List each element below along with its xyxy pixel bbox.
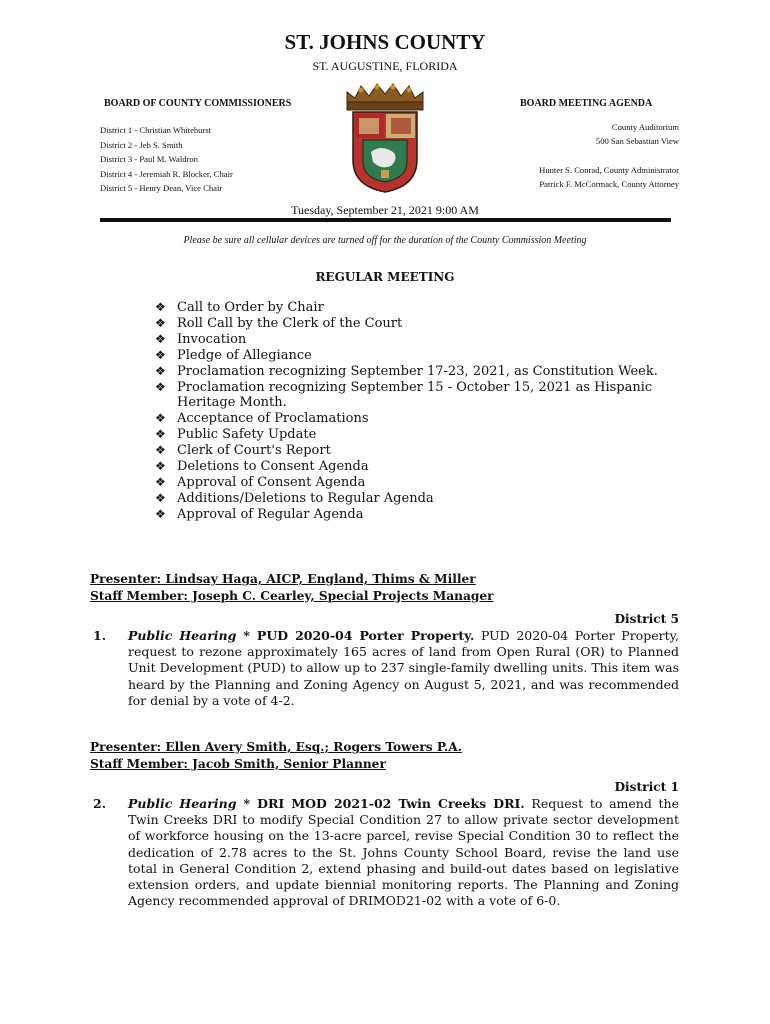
venue-name: County Auditorium xyxy=(611,122,679,132)
venue-info xyxy=(596,120,679,149)
presenter-line: Presenter: Lindsay Haga, AICP, England, Thims & Miller xyxy=(90,572,476,586)
diamond-bullet-icon: ❖ xyxy=(155,315,166,330)
staff-member-line: Staff Member: Joseph C. Cearley, Special Projects Manager xyxy=(90,588,494,603)
item-1-district: District 5 xyxy=(614,612,679,626)
list-item: ❖ Proclamation recognizing September 17-23, 2021, as Constitution Week. xyxy=(155,363,658,379)
cellular-notice: Please be sure all cellular devices are turned off for the duration of the County Commission Meeting xyxy=(183,235,587,246)
list-item: ❖ Deletions to Consent Agenda xyxy=(155,459,369,475)
item-title: * PUD 2020-04 Porter Property. xyxy=(236,628,475,643)
public-hearing-label: Public Hearing xyxy=(128,628,237,643)
county-title: ST. JOHNS COUNTY xyxy=(284,30,486,54)
list-item: ❖ Approval of Consent Agenda xyxy=(155,474,366,490)
board-commissioners-heading: BOARD OF COUNTY COMMISSIONERS xyxy=(104,98,292,109)
county-location: ST. AUGUSTINE, FLORIDA xyxy=(312,59,458,73)
official-line: Hunter S. Conrad, County Administrator xyxy=(539,165,679,175)
item-title: * DRI MOD 2021-02 Twin Creeks DRI. xyxy=(236,796,525,811)
diamond-bullet-icon: ❖ xyxy=(155,506,166,521)
list-item: ❖ Pledge of Allegiance xyxy=(155,347,312,363)
list-item: ❖ Invocation xyxy=(155,331,247,347)
district-line: District 1 - Christian Whitehurst xyxy=(100,125,212,135)
list-item: ❖ Public Safety Update xyxy=(155,427,317,443)
item-body: PUD 2020-04 Porter Property, request to rezone approximately 165 acres of land from Open Rural (OR) to Planned Unit Development (PUD) to allow up to 237 single-family dwelling units. This item was heard by the Planning and Zoning Agency on August 5, 2021, and was recommended for denial by a vote of 4-2. xyxy=(128,628,679,708)
district-line: District 3 - Paul M. Waldron xyxy=(100,154,198,165)
item-1-number: 1. xyxy=(93,628,107,643)
diamond-bullet-icon: ❖ xyxy=(155,331,166,346)
list-item: ❖ Additions/Deletions to Regular Agenda xyxy=(155,490,434,506)
staff-member-line: Staff Member: Jacob Smith, Senior Planner xyxy=(90,756,386,771)
diamond-bullet-icon: ❖ xyxy=(155,411,166,426)
presenter-line: Presenter: Ellen Avery Smith, Esq.; Rogers Towers P.A. xyxy=(90,740,462,754)
venue-address: 500 San Sebastian View xyxy=(595,136,679,147)
agenda-bullet-list xyxy=(155,300,685,523)
list-item: ❖ Roll Call by the Clerk of the Court xyxy=(155,315,403,331)
item-2-district: District 1 xyxy=(614,780,679,794)
public-hearing-label: Public Hearing xyxy=(128,796,237,811)
item-1-presenters xyxy=(90,571,494,604)
header-divider xyxy=(100,218,671,222)
diamond-bullet-icon: ❖ xyxy=(155,443,166,458)
diamond-bullet-icon: ❖ xyxy=(155,300,166,314)
district-line: District 2 - Jeb S. Smith xyxy=(100,139,183,150)
diamond-bullet-icon: ❖ xyxy=(155,474,166,489)
item-2-number: 2. xyxy=(93,796,107,811)
section-title: REGULAR MEETING xyxy=(315,270,455,284)
district-list xyxy=(100,123,233,196)
diamond-bullet-icon: ❖ xyxy=(155,490,166,505)
list-item: ❖ Acceptance of Proclamations xyxy=(155,411,369,427)
item-2-description xyxy=(128,796,679,909)
diamond-bullet-icon: ❖ xyxy=(155,363,166,378)
list-item: ❖ Clerk of Court's Report xyxy=(155,443,331,459)
item-body: Request to amend the Twin Creeks DRI to modify Special Condition 27 to allow private sector development of workforce housing on the 13-acre parcel, revise Special Condition 30 to reflect the dedication of 2.78 acres to the St. Johns County School Board, revise the land use total in General Condition 2, extend phasing and build-out dates based on legislative extension orders, and update biennial monitoring reports. The Planning and Zoning Agency recommended approval of DRIMOD21-02 with a vote of 6-0. xyxy=(128,796,680,909)
officials-info xyxy=(539,164,679,192)
board-meeting-agenda-heading: BOARD MEETING AGENDA xyxy=(520,98,653,109)
diamond-bullet-icon: ❖ xyxy=(155,379,166,394)
list-item: ❖ Approval of Regular Agenda xyxy=(155,506,364,522)
district-line: District 4 - Jeremiah R. Blocker, Chair xyxy=(100,168,233,179)
official-line: Patrick F. McCormack, County Attorney xyxy=(539,178,679,189)
diamond-bullet-icon: ❖ xyxy=(155,427,166,442)
item-2-presenters xyxy=(90,739,462,772)
meeting-date: Tuesday, September 21, 2021 9:00 AM xyxy=(291,203,479,217)
item-1-description xyxy=(128,628,679,709)
district-line: District 5 - Henry Dean, Vice Chair xyxy=(100,183,223,194)
diamond-bullet-icon: ❖ xyxy=(155,459,166,474)
diamond-bullet-icon: ❖ xyxy=(155,347,166,362)
list-item: ❖ Proclamation recognizing September 15 - October 15, 2021 as Hispanic Heritage Month. xyxy=(155,379,653,411)
list-item: ❖ Call to Order by Chair xyxy=(155,300,324,315)
county-seal-crest-icon xyxy=(341,82,429,194)
